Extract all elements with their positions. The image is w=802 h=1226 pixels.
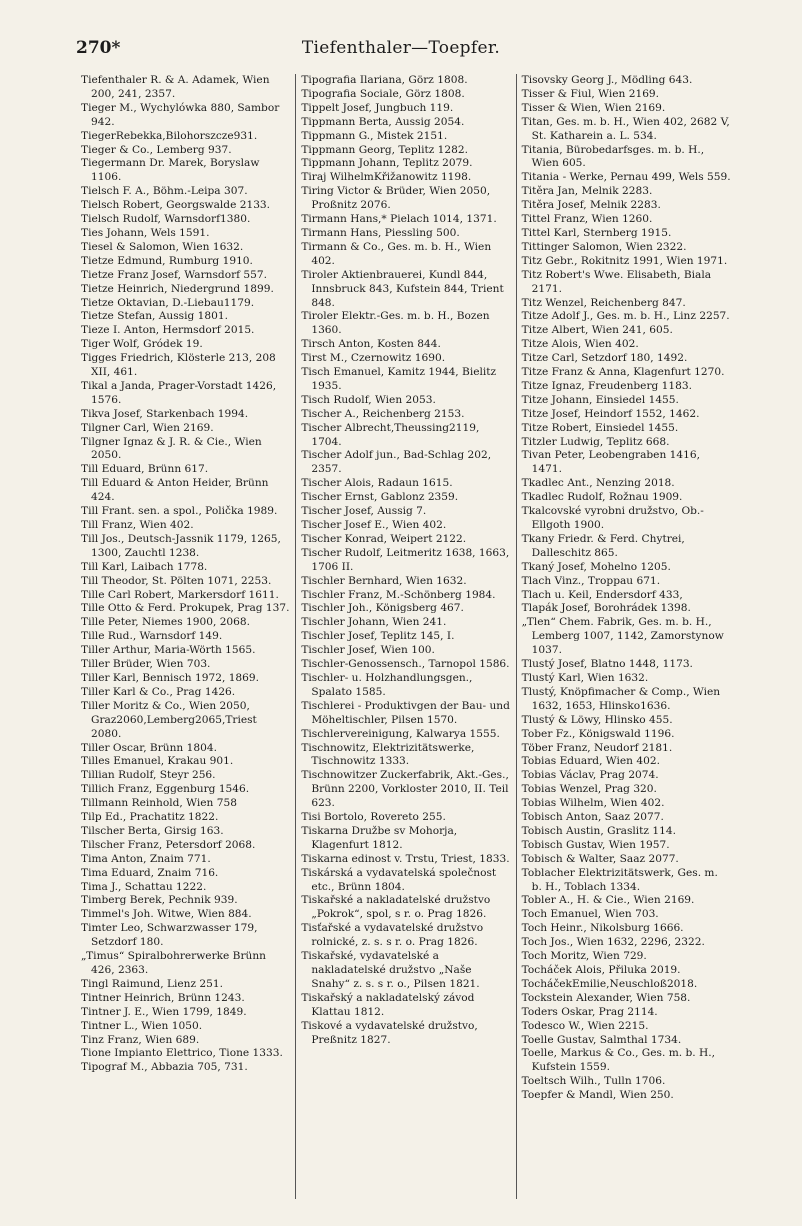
directory-column-1 (76, 74, 295, 1199)
directory-entry: Titze Josef, Heindorf 1552, 1462. (521, 407, 700, 420)
directory-entry: Tippmann Georg, Teplitz 1282. (301, 143, 469, 156)
directory-entry: Timberg Berek, Pechnik 939. (81, 894, 238, 907)
directory-entry: Tillich Franz, Eggenburg 1546. (81, 783, 250, 796)
directory-entry: Tietze Stefan, Aussig 1801. (81, 310, 228, 323)
directory-entry: Tiegermann Dr. Marek, Boryslaw 1106. (81, 157, 260, 184)
directory-entry: Tischler-Genossensch., Tarnopol 1586. (301, 658, 510, 671)
directory-entry: Tirsch Anton, Kosten 844. (301, 338, 441, 351)
directory-entry: Tisi Bortolo, Rovereto 255. (301, 811, 446, 824)
directory-entry: Tischler Josef, Wien 100. (301, 644, 435, 657)
directory-entry: Tkalcovské vyrobni družstvo, Ob.-Ellgoth 1900. (521, 505, 704, 531)
directory-entry: Tirmann Hans,* Pielach 1014, 1371. (301, 213, 497, 226)
directory-entry: Tiller Karl & Co., Prag 1426. (81, 685, 236, 698)
directory-entry: Till Jos., Deutsch-Jassnik 1179, 1265, 1300, Zauchtl 1238. (81, 532, 281, 559)
directory-entry: Tiskové a vydavatelské družstvo, Preßnitz 1827. (301, 1019, 478, 1046)
directory-entry: Tisťařské a vydavatelské družstvo rolnické, z. s. s r. o. Prag 1826. (301, 922, 484, 949)
directory-entry: Tima Eduard, Znaim 716. (81, 866, 219, 879)
directory-entry: Tkany Friedr. & Ferd. Chytrei, Dalleschitz 865. (521, 532, 685, 559)
directory-entry: Tivan Peter, Leobengraben 1416, 1471. (521, 449, 700, 476)
directory-entry: Tischer Albrecht,Theussing2119, 1704. (301, 421, 480, 448)
directory-entry: Titzler Ludwig, Teplitz 668. (521, 435, 670, 448)
directory-entry: Timter Leo, Schwarzwasser 179, Setzdorf 180. (81, 922, 258, 949)
directory-entry: Tirmann & Co., Ges. m. b. H., Wien 402. (301, 240, 492, 267)
directory-entry: Tischer Adolf jun., Bad-Schlag 202, 2357. (301, 449, 492, 476)
directory-entry: Tlustý & Löwy, Hlinsko 455. (521, 713, 673, 726)
directory-entry: Tischnowitzer Zuckerfabrik, Akt.-Ges., Brünn 2200, Vorkloster 2010, II. Teil 623. (301, 769, 509, 810)
directory-entry: Todesco W., Wien 2215. (521, 1019, 649, 1032)
directory-entry: Toepfer & Mandl, Wien 250. (521, 1089, 674, 1102)
directory-entry: Tisser & Fiul, Wien 2169. (521, 87, 660, 100)
directory-entry: Tischler- u. Holzhandlungsgen., Spalato 1585. (301, 671, 473, 698)
directory-entry: Tille Carl Robert, Markersdorf 1611. (81, 588, 279, 601)
directory-entry: Titania - Werke, Pernau 499, Wels 559. (521, 171, 731, 184)
directory-entry: Tiller Karl, Bennisch 1972, 1869. (81, 671, 260, 684)
page-number: 270* (76, 38, 121, 58)
directory-entry: Tielsch Robert, Georgswalde 2133. (81, 199, 271, 212)
directory-entry: Tilgner Ignaz & J. R. & Cie., Wien 2050. (81, 435, 262, 462)
directory-entry: Toelle, Markus & Co., Ges. m. b. H., Kufstein 1559. (521, 1047, 715, 1074)
directory-entry: Tockstein Alexander, Wien 758. (521, 991, 691, 1004)
directory-entry: Tocháček Alois, Přiluka 2019. (521, 964, 681, 976)
directory-entry: Toch Heinr., Nikolsburg 1666. (521, 922, 684, 935)
directory-entry: Tiesel & Salomon, Wien 1632. (81, 240, 244, 253)
directory-entry: Toblacher Elektrizitätswerk, Ges. m. b. H., Toblach 1334. (521, 866, 718, 893)
directory-entry: Toch Moritz, Wien 729. (521, 950, 647, 963)
directory-entry: Toch Jos., Wien 1632, 2296, 2322. (521, 936, 705, 949)
directory-entry: Tobisch & Walter, Saaz 2077. (521, 852, 679, 865)
directory-entry: Tille Peter, Niemes 1900, 2068. (81, 616, 251, 629)
directory-entry: Tischer Josef, Aussig 7. (301, 505, 427, 518)
directory-entry: Tielsch F. A., Böhm.-Leipa 307. (81, 185, 248, 198)
directory-entry: Tillian Rudolf, Steyr 256. (81, 769, 216, 782)
directory-entry: Titz Gebr., Rokitnitz 1991, Wien 1971. (521, 254, 728, 267)
directory-entry: Tiller Brüder, Wien 703. (81, 658, 211, 671)
directory-entry: Tischler Franz, M.-Schönberg 1984. (301, 588, 496, 601)
directory-entry: Tobias Wilhelm, Wien 402. (521, 797, 665, 810)
directory-entry: Tiskarna Družbe sv Mohorja, Klagenfurt 1812. (301, 824, 458, 851)
directory-entry: Töber Franz, Neudorf 2181. (521, 741, 673, 754)
directory-entry: Till Eduard, Brünn 617. (81, 463, 209, 476)
directory-entry: Tischlerei - Produktivgen der Bau- und Möheltischler, Pilsen 1570. (301, 699, 510, 726)
directory-entry: Tione Impianto Elettrico, Tione 1333. (81, 1047, 283, 1060)
directory-entry: Tingl Raimund, Lienz 251. (81, 977, 223, 990)
directory-entry: Tilscher Berta, Girsig 163. (81, 824, 224, 837)
directory-column-2 (295, 74, 515, 1199)
directory-entry: Till Karl, Laibach 1778. (81, 560, 208, 573)
directory-entry: Tober Fz., Königswald 1196. (521, 727, 675, 740)
directory-entry: Tiroler Elektr.-Ges. m. b. H., Bozen 1360. (301, 310, 490, 337)
directory-entry: Tippmann Johann, Teplitz 2079. (301, 157, 473, 170)
directory-entry: Tigges Friedrich, Klösterle 213, 208 XII, 461. (81, 352, 276, 379)
directory-entry: Tielsch Rudolf, Warnsdorf1380. (81, 213, 251, 226)
directory-entry: Tinz Franz, Wien 689. (81, 1033, 200, 1046)
directory-column-3 (516, 74, 736, 1199)
directory-entry: Tietze Oktavian, D.-Liebau1179. (81, 296, 255, 309)
directory-entry: Tilscher Franz, Petersdorf 2068. (81, 838, 256, 851)
directory-entry: Tilles Emanuel, Krakau 901. (81, 755, 234, 768)
directory-entry: Tischler Johann, Wien 241. (301, 616, 447, 629)
directory-entry: Tiller Arthur, Maria-Wörth 1565. (81, 644, 256, 657)
directory-entry: Tischer Rudolf, Leitmeritz 1638, 1663, 1706 II. (301, 546, 510, 573)
directory-entry: Tischer Konrad, Weipert 2122. (301, 532, 467, 545)
directory-entry: Titze Ignaz, Freudenberg 1183. (521, 379, 692, 392)
directory-entry: Tlustý Karl, Wien 1632. (521, 671, 649, 684)
directory-entry: Tiring Victor & Brüder, Wien 2050, Proßnitz 2076. (301, 185, 491, 212)
directory-entry: Tobler A., H. & Cie., Wien 2169. (521, 894, 695, 907)
directory-entry: Tisovsky Georg J., Mödling 643. (521, 74, 693, 86)
directory-entry: Toders Oskar, Prag 2114. (521, 1005, 658, 1018)
directory-entry: Tiraj WilhelmKřižanowitz 1198. (301, 171, 472, 184)
directory-entry: Tintner L., Wien 1050. (81, 1019, 203, 1032)
directory-entry: TiegerRebekka,Bilohorszcze931. (81, 129, 258, 142)
directory-entry: Till Eduard & Anton Heider, Brünn 424. (81, 477, 269, 504)
directory-entry: Tlach Vinz., Troppau 671. (521, 574, 661, 587)
directory-entry: Tietze Franz Josef, Warnsdorf 557. (81, 268, 268, 281)
directory-entry: Tischer Josef E., Wien 402. (301, 519, 447, 531)
directory-entry: Ties Johann, Wels 1591. (81, 226, 210, 239)
directory-entry: Tisser & Wien, Wien 2169. (521, 101, 666, 114)
directory-entry: Till Theodor, St. Pölten 1071, 2253. (81, 574, 272, 587)
directory-entry: Tippelt Josef, Jungbuch 119. (301, 101, 454, 114)
directory-entry: Titze Johann, Einsiedel 1455. (521, 393, 679, 406)
directory-entry: Toeltsch Wilh., Tulln 1706. (521, 1075, 666, 1088)
directory-entry: Tobias Václav, Prag 2074. (521, 769, 659, 782)
directory-columns (76, 74, 736, 1199)
directory-entry: Tittel Karl, Sternberg 1915. (521, 226, 672, 239)
directory-entry: Tirmann Hans, Piessling 500. (301, 226, 460, 239)
directory-entry: Tiskařské a nakladatelské družstvo „Pokrok“, spol, s r. o. Prag 1826. (301, 894, 491, 921)
directory-entry: Toch Emanuel, Wien 703. (521, 908, 659, 921)
directory-entry: Tillmann Reinhold, Wien 758 (81, 797, 237, 810)
directory-entry: Tima Anton, Znaim 771. (81, 852, 211, 865)
directory-entry: Tiroler Aktienbrauerei, Kundl 844, Innsbruck 843, Kufstein 844, Trient 848. (301, 268, 504, 309)
directory-entry: Titze Adolf J., Ges. m. b. H., Linz 2257. (521, 310, 730, 323)
directory-entry: Tiefenthaler R. & A. Adamek, Wien 200, 241, 2357. (81, 74, 270, 100)
directory-entry: Tobisch Gustav, Wien 1957. (521, 838, 670, 851)
directory-entry: Titz Robert's Wwe. Elisabeth, Biala 2171. (521, 268, 712, 295)
directory-entry: Tiller Oscar, Brünn 1804. (81, 741, 217, 754)
directory-entry: Tieze I. Anton, Hermsdorf 2015. (81, 324, 255, 337)
directory-entry: Tittel Franz, Wien 1260. (521, 213, 653, 226)
directory-entry: Tobias Wenzel, Prag 320. (521, 783, 657, 796)
directory-entry: Tippmann Berta, Aussig 2054. (301, 115, 465, 128)
directory-entry: Tipograf M., Abbazia 705, 731. (81, 1061, 248, 1074)
directory-entry: Titěra Jan, Melnik 2283. (521, 185, 653, 198)
directory-entry: Tkadlec Rudolf, Rožnau 1909. (521, 491, 683, 504)
directory-entry: Tischler Josef, Teplitz 145, I. (301, 630, 455, 643)
directory-entry: Titze Franz & Anna, Klagenfurt 1270. (521, 366, 725, 379)
directory-entry: Tima J., Schattau 1222. (81, 880, 207, 893)
directory-entry: Tikal a Janda, Prager-Vorstadt 1426, 1576. (81, 379, 277, 406)
directory-entry: Titz Wenzel, Reichenberg 847. (521, 296, 686, 309)
directory-entry: Titze Alois, Wien 402. (521, 338, 639, 351)
directory-entry: Tischnowitz, Elektrizitätswerke, Tischnowitz 1333. (301, 741, 475, 768)
directory-entry: Tkaný Josef, Mohelno 1205. (521, 560, 671, 573)
directory-entry: Till Franz, Wien 402. (81, 519, 194, 531)
directory-entry: Tobisch Anton, Saaz 2077. (521, 811, 664, 824)
directory-entry: Tipografia Sociale, Görz 1808. (301, 87, 465, 100)
directory-entry: TocháčekEmilie,Neuschloß2018. (521, 977, 698, 990)
directory-entry: Tille Otto & Ferd. Prokupek, Prag 137. (81, 602, 290, 615)
directory-entry: Tilgner Carl, Wien 2169. (81, 421, 214, 434)
directory-entry: Tiskarna edinost v. Trstu, Triest, 1833. (301, 852, 510, 865)
directory-entry: Tipografia Ilariana, Görz 1808. (301, 74, 468, 86)
directory-entry: Tieger M., Wychylówka 880, Sambor 942. (81, 101, 280, 128)
directory-entry: Titze Albert, Wien 241, 605. (521, 324, 673, 337)
directory-entry: Tischler Bernhard, Wien 1632. (301, 574, 467, 587)
directory-entry: Tlach u. Keil, Endersdorf 433, (521, 588, 683, 601)
directory-entry: Tietze Heinrich, Niedergrund 1899. (81, 282, 274, 295)
directory-entry: Tintner J. E., Wien 1799, 1849. (81, 1005, 247, 1018)
directory-entry: Tlustý Josef, Blatno 1448, 1173. (521, 658, 693, 671)
directory-entry: Tischer Alois, Radaun 1615. (301, 477, 453, 490)
directory-entry: Tobias Eduard, Wien 402. (521, 755, 660, 768)
directory-entry: Tiskařské, vydavatelské a nakladatelské družstvo „Naše Snahy“ z. s. s r. o., Pilsen 1821. (301, 950, 480, 990)
directory-entry: Tippmann G., Mistek 2151. (301, 129, 448, 142)
directory-entry: Tintner Heinrich, Brünn 1243. (81, 991, 245, 1004)
page-header (0, 38, 802, 62)
directory-entry: Titěra Josef, Melnik 2283. (521, 199, 661, 212)
page-title: Tiefenthaler—Toepfer. (301, 38, 501, 58)
directory-entry: Tkadlec Ant., Nenzing 2018. (521, 477, 675, 490)
directory-entry: „Timus“ Spiralbohrerwerke Brünn 426, 2363. (81, 950, 267, 976)
directory-entry: Tischler Joh., Königsberg 467. (301, 602, 464, 615)
directory-entry: Tischlervereinigung, Kalwarya 1555. (301, 727, 500, 740)
directory-entry: Tiller Moritz & Co., Wien 2050, Graz2060,Lemberg2065,Triest 2080. (81, 699, 257, 740)
directory-entry: Tischer A., Reichenberg 2153. (301, 407, 465, 420)
directory-entry: Till Frant. sen. a spol., Polička 1989. (81, 505, 278, 518)
directory-entry: Tikva Josef, Starkenbach 1994. (81, 407, 249, 420)
directory-entry: Tischer Ernst, Gablonz 2359. (301, 491, 459, 504)
directory-entry: Tisch Emanuel, Kamitz 1944, Bielitz 1935. (301, 366, 497, 392)
directory-entry: Tilp Ed., Prachatitz 1822. (81, 811, 219, 824)
directory-entry: Tirst M., Czernowitz 1690. (301, 352, 446, 365)
directory-entry: Titania, Bürobedarfsges. m. b. H., Wien 605. (521, 143, 705, 170)
directory-entry: Tiskárská a vydavatelská společnost etc., Brünn 1804. (301, 866, 497, 893)
directory-entry: Tisch Rudolf, Wien 2053. (301, 393, 436, 406)
directory-entry: Tlapák Josef, Borohrádek 1398. (521, 602, 691, 615)
directory-entry: Titan, Ges. m. b. H., Wien 402, 2682 V, St. Katharein a. L. 534. (521, 115, 730, 142)
directory-entry: Tiger Wolf, Gródek 19. (81, 338, 203, 351)
directory-entry: Titze Carl, Setzdorf 180, 1492. (521, 352, 688, 365)
directory-entry: Tlustý, Knöpfimacher & Comp., Wien 1632, 1653, Hlinsko1636. (521, 685, 721, 712)
directory-entry: Tiskařský a nakladatelský závod Klattau 1812. (301, 991, 475, 1018)
directory-entry: Tieger & Co., Lemberg 937. (81, 143, 232, 156)
directory-entry: Tittinger Salomon, Wien 2322. (521, 240, 687, 253)
directory-entry: Toelle Gustav, Salmthal 1734. (521, 1033, 682, 1046)
directory-entry: Tille Rud., Warnsdorf 149. (81, 630, 223, 643)
directory-entry: Titze Robert, Einsiedel 1455. (521, 421, 679, 434)
directory-entry: „Tlen“ Chem. Fabrik, Ges. m. b. H., Lemberg 1007, 1142, Zamorstynow 1037. (521, 616, 724, 657)
directory-entry: Tietze Edmund, Rumburg 1910. (81, 254, 253, 267)
directory-entry: Tobisch Austin, Graslitz 114. (521, 824, 676, 837)
directory-entry: Timmel's Joh. Witwe, Wien 884. (81, 908, 252, 921)
